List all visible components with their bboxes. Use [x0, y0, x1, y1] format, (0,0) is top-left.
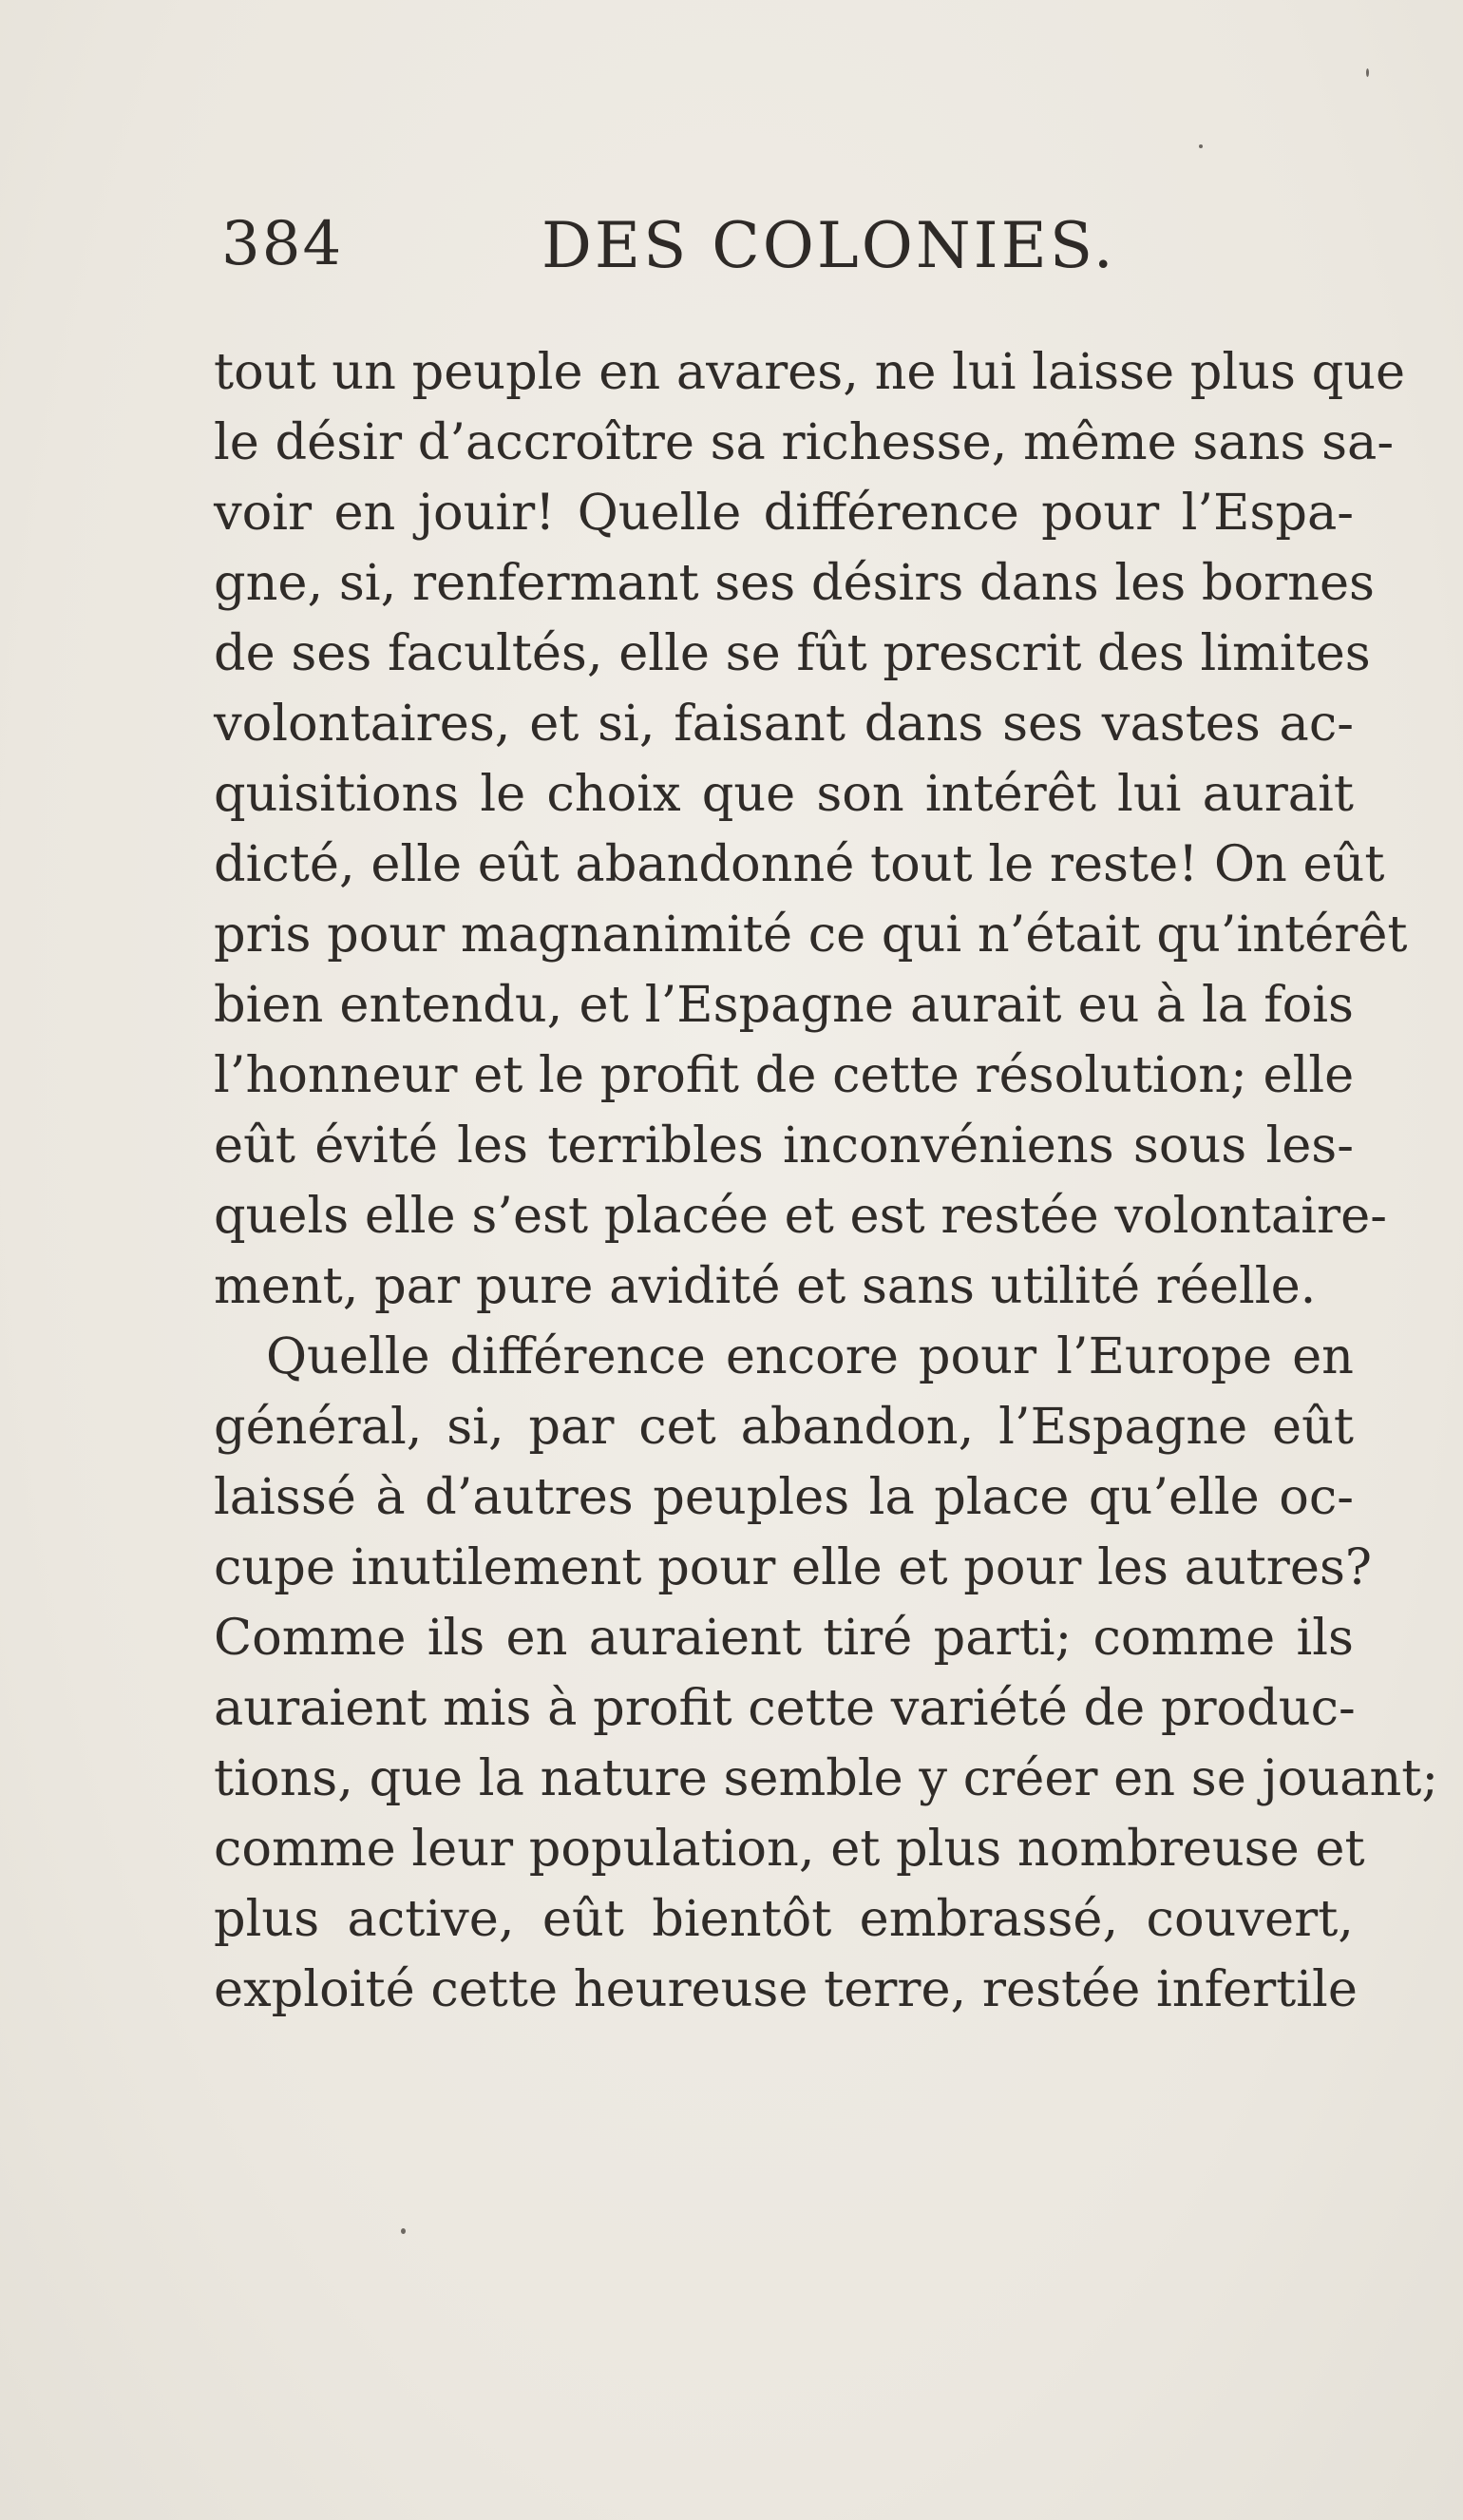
- text-line: comme leur population, et plus nombreuse et: [214, 1820, 1365, 1878]
- text-line: plus active, eût bientôt embrassé, couvert,: [214, 1890, 1354, 1948]
- body-text: [214, 337, 1439, 2025]
- text-line: de ses facultés, elle se fût prescrit des limites: [214, 624, 1371, 682]
- paper-speck: [401, 2228, 406, 2234]
- paper-speck: [1199, 144, 1203, 148]
- text-line: Comme ils en auraient tiré parti; comme ils: [214, 1609, 1354, 1667]
- text-line: voir en jouir! Quelle différence pour l’Espa-: [214, 484, 1354, 542]
- text-line: dicté, elle eût abandonné tout le reste! On eût: [214, 835, 1385, 893]
- text-line: pris pour magnanimité ce qui n’était qu’intérêt: [214, 906, 1408, 964]
- text-line: eût évité les terribles inconvéniens sous les-: [214, 1117, 1354, 1174]
- text-line: l’honneur et le profit de cette résolution; elle: [214, 1046, 1355, 1104]
- text-line: le désir d’accroître sa richesse, même sans sa-: [214, 413, 1395, 471]
- text-line: auraient mis à profit cette variété de produc-: [214, 1679, 1356, 1737]
- text-line: volontaires, et si, faisant dans ses vastes ac-: [214, 695, 1354, 753]
- page-number: 384: [221, 209, 344, 279]
- text-line: Quelle différence encore pour l’Europe en: [266, 1327, 1354, 1385]
- text-line: tions, que la nature semble y créer en se jouant;: [214, 1749, 1439, 1807]
- text-line: général, si, par cet abandon, l’Espagne eût: [214, 1398, 1354, 1456]
- text-line: cupe inutilement pour elle et pour les autres?: [214, 1538, 1373, 1596]
- text-line: quisitions le choix que son intérêt lui aurait: [214, 765, 1354, 823]
- text-line: ment, par pure avidité et sans utilité réelle.: [214, 1257, 1317, 1315]
- text-line: quels elle s’est placée et est restée volontaire-: [214, 1187, 1387, 1245]
- page-header: [214, 209, 1382, 295]
- text-line: tout un peuple en avares, ne lui laisse plus que: [214, 343, 1406, 401]
- text-line: bien entendu, et l’Espagne aurait eu à la fois: [214, 976, 1354, 1034]
- text-line: gne, si, renfermant ses désirs dans les bornes: [214, 554, 1375, 612]
- text-line: laissé à d’autres peuples la place qu’elle oc-: [214, 1468, 1354, 1526]
- running-title: DES COLONIES.: [542, 209, 1116, 282]
- paper-speck: [1366, 68, 1369, 77]
- text-line: exploité cette heureuse terre, restée infertile: [214, 1960, 1358, 2018]
